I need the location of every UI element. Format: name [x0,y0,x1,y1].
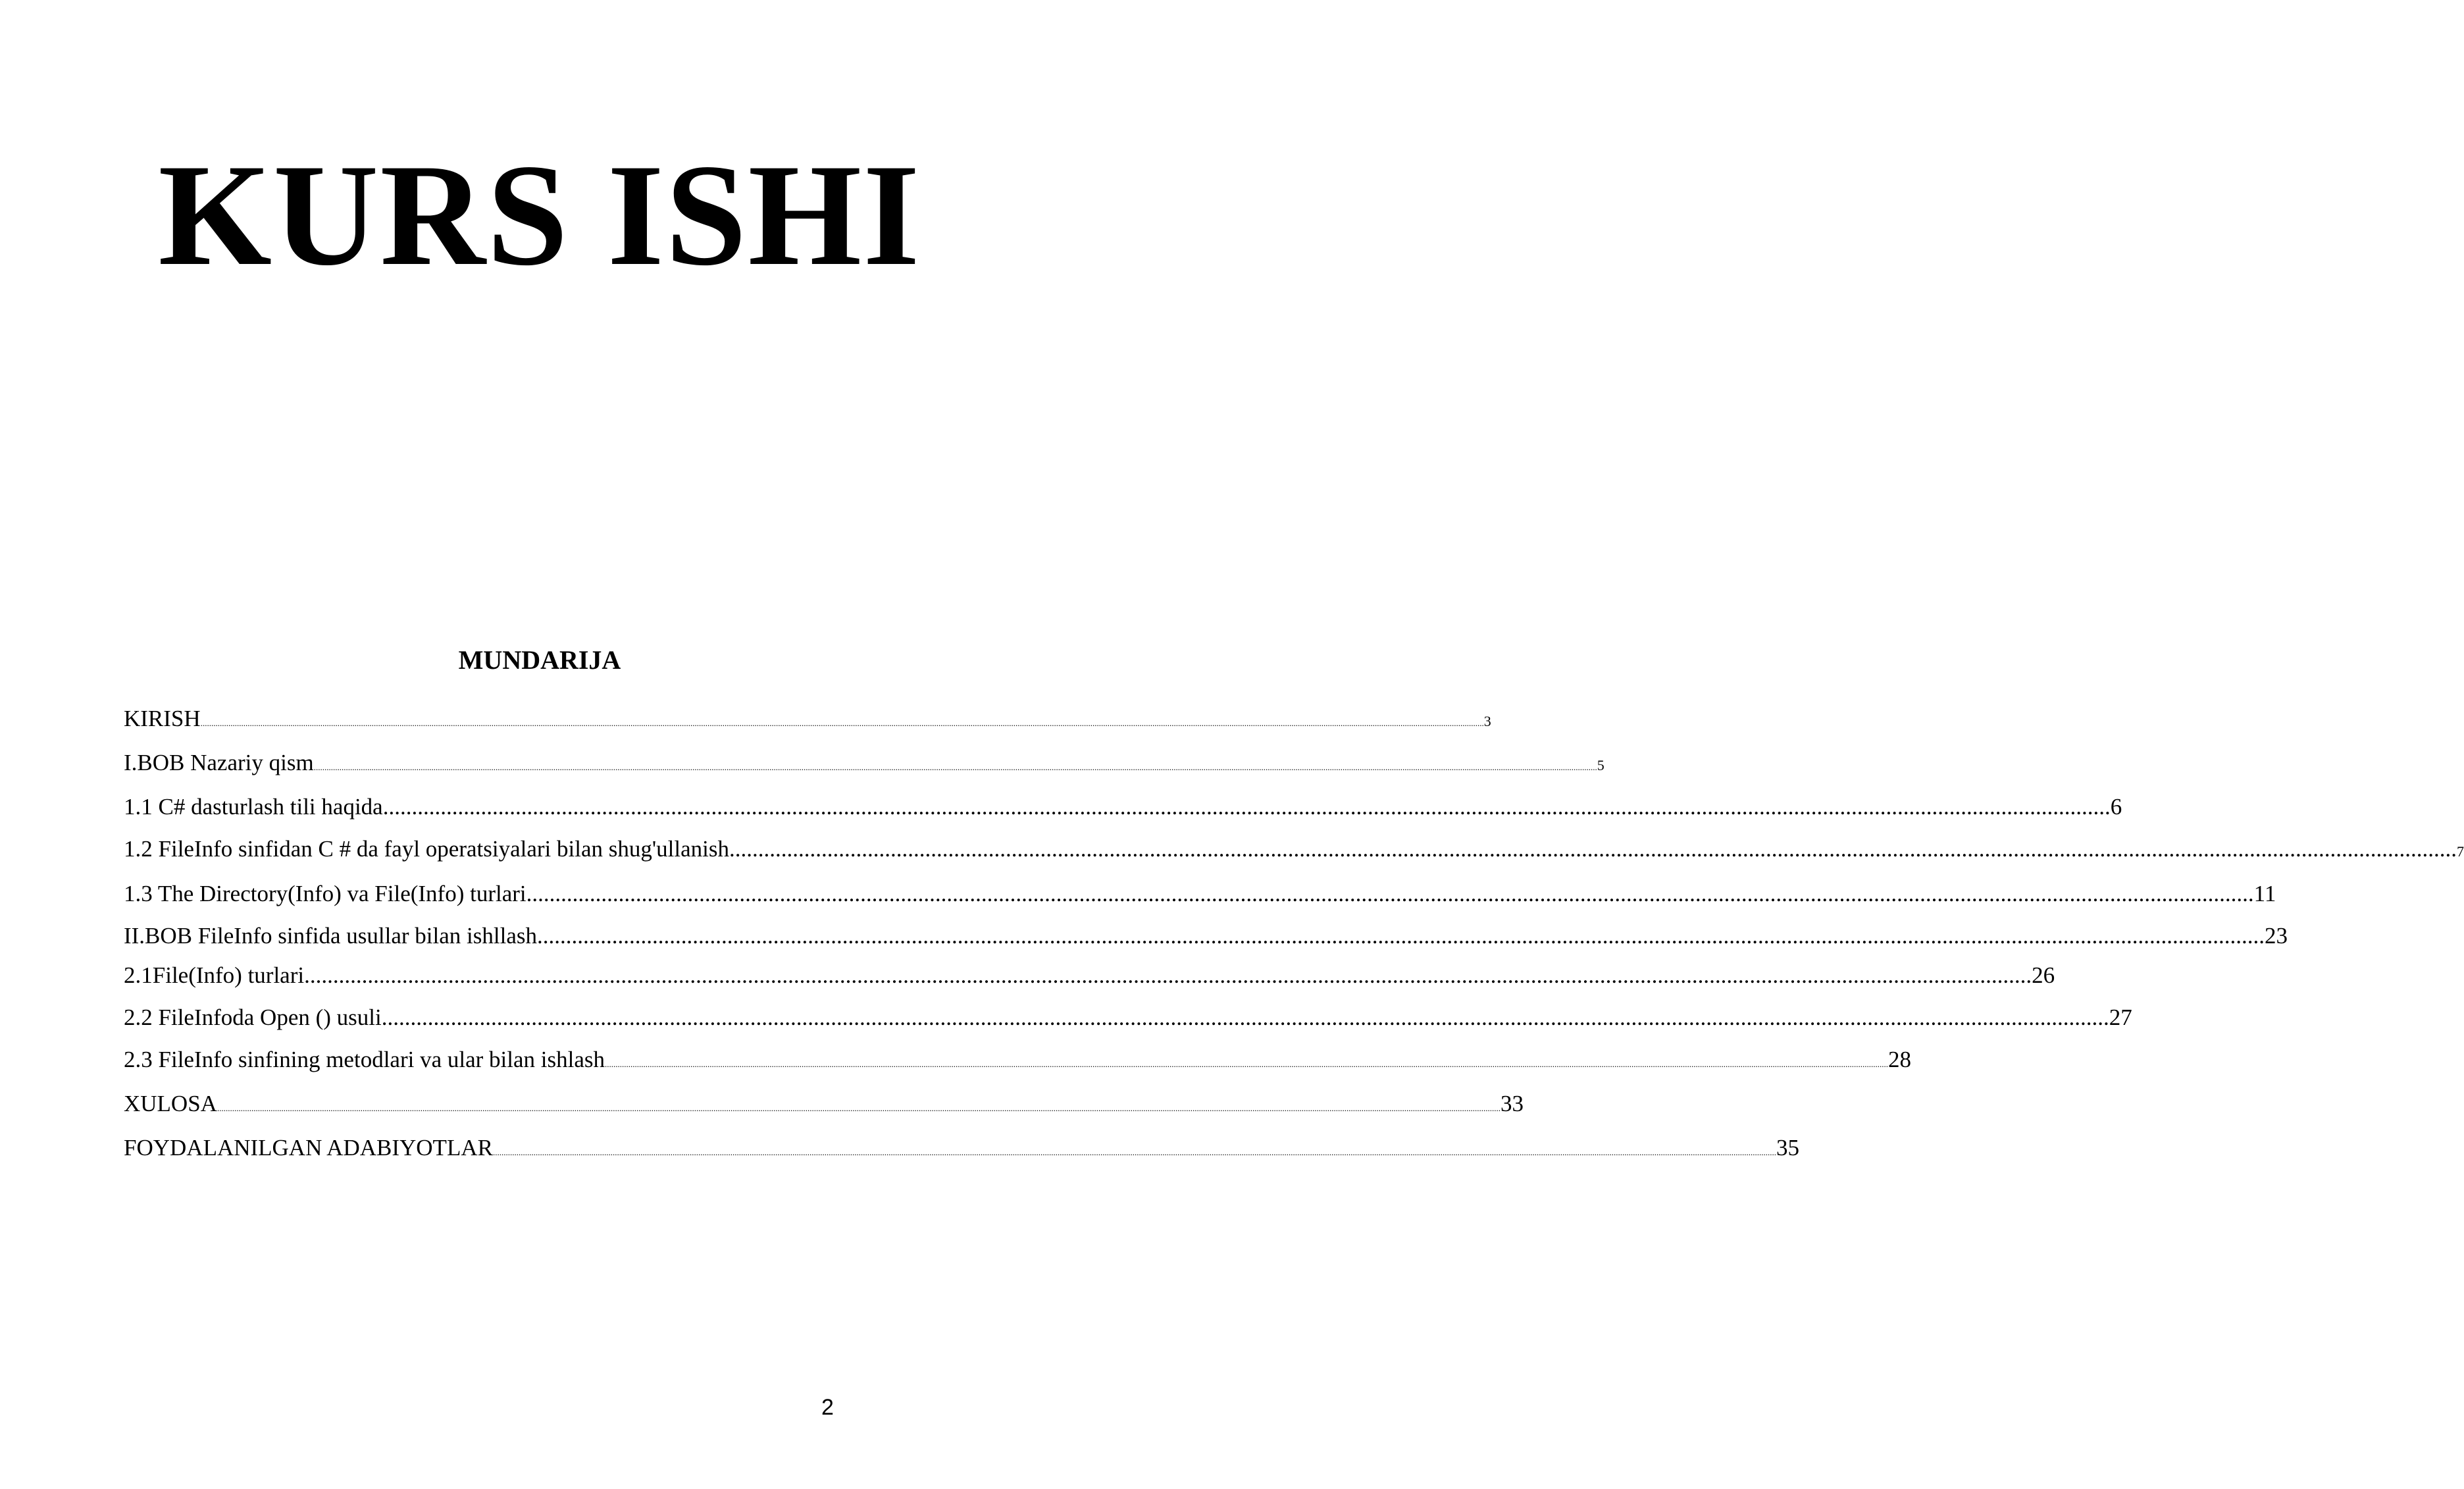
toc-entry-1-1 [124,793,2122,822]
toc-dot-leader: ........................................................................................................................................................................................................................................................................................................................................................................................................................................................................................................................................................................................................................ [492,1147,1776,1157]
toc-entry-page: 35 [1776,1135,1799,1161]
toc-entry-label: 1.3 The Directory(Info) va File(Info) turlari [124,881,526,906]
toc-entry-2-1 [124,961,2055,990]
toc-entry-label: 1.2 FileInfo sinfidan C # da fayl operatsiyalari bilan shug'ullanish [124,836,730,862]
toc-entry-page: 6 [2110,794,2122,820]
toc-entry-page: 28 [1887,1047,1911,1072]
toc-dot-leader: ............................................................................................................................................................................................................................................................................................................ [381,1005,2109,1030]
toc-entry-label: XULOSA [124,1091,217,1116]
toc-dot-leader: ............................................................................................................................................................................................................................................................................................................ [729,836,2457,862]
toc-entry-2-3 [124,1045,1911,1079]
toc-dot-leader: ............................................................................................................................................................................................................................................................................................................ [536,923,2265,949]
toc-entry-label: 1.1 C# dasturlash tili haqida [124,794,383,820]
toc-entry-page: 23 [2264,923,2288,949]
toc-entry-label: I.BOB Nazariy qism [124,750,314,775]
toc-entry-bob-1 [124,748,1604,782]
toc-entry-page: 7 [2457,843,2464,860]
toc-heading: MUNDARIJA [458,645,621,675]
toc-entry-adabiyotlar [124,1134,1799,1167]
table-of-contents [124,704,2464,1167]
toc-dot-leader: ............................................................................................................................................................................................................................................................................................................ [382,794,2111,820]
toc-entry-label: II.BOB FileInfo sinfida usullar bilan ishllash [124,923,537,949]
toc-entry-2-2 [124,1003,2132,1032]
toc-entry-label: 2.3 FileInfo sinfining metodlari va ular bilan ishlash [124,1047,605,1072]
toc-entry-page: 27 [2109,1005,2132,1030]
toc-entry-page: 26 [2032,962,2055,988]
toc-dot-leader: ............................................................................................................................................................................................................................................................................................................ [526,881,2254,906]
toc-entry-label: FOYDALANILGAN ADABIYOTLAR [124,1135,493,1161]
toc-entry-bob-2 [124,922,2288,951]
toc-dot-leader: ............................................................................................................................................................................................................................................................................................................ [304,962,2032,988]
toc-entry-page: 33 [1500,1091,1524,1116]
toc-dot-leader: ........................................................................................................................................................................................................................................................................................................................................................................................................................................................................................................................................................................................................................ [313,762,1597,772]
page-number: 2 [821,1395,834,1420]
toc-entry-1-3 [124,879,2276,908]
toc-dot-leader: ........................................................................................................................................................................................................................................................................................................................................................................................................................................................................................................................................................................................................................ [200,718,1484,728]
toc-entry-xulosa [124,1089,1524,1123]
toc-entry-label: 2.1File(Info) turlari [124,962,305,988]
toc-entry-page: 3 [1483,713,1491,729]
document-title: KURS ISHI [158,134,921,296]
toc-entry-label: KIRISH [124,706,201,731]
toc-dot-leader: ........................................................................................................................................................................................................................................................................................................................................................................................................................................................................................................................................................................................................................ [604,1059,1888,1069]
toc-entry-page: 11 [2253,881,2276,906]
toc-dot-leader: ........................................................................................................................................................................................................................................................................................................................................................................................................................................................................................................................................................................................................................ [217,1103,1501,1113]
toc-entry-kirish [124,704,1491,738]
toc-entry-1-2 [124,835,2464,866]
toc-entry-label: 2.2 FileInfoda Open () usuli [124,1005,382,1030]
toc-entry-page: 5 [1597,757,1604,773]
